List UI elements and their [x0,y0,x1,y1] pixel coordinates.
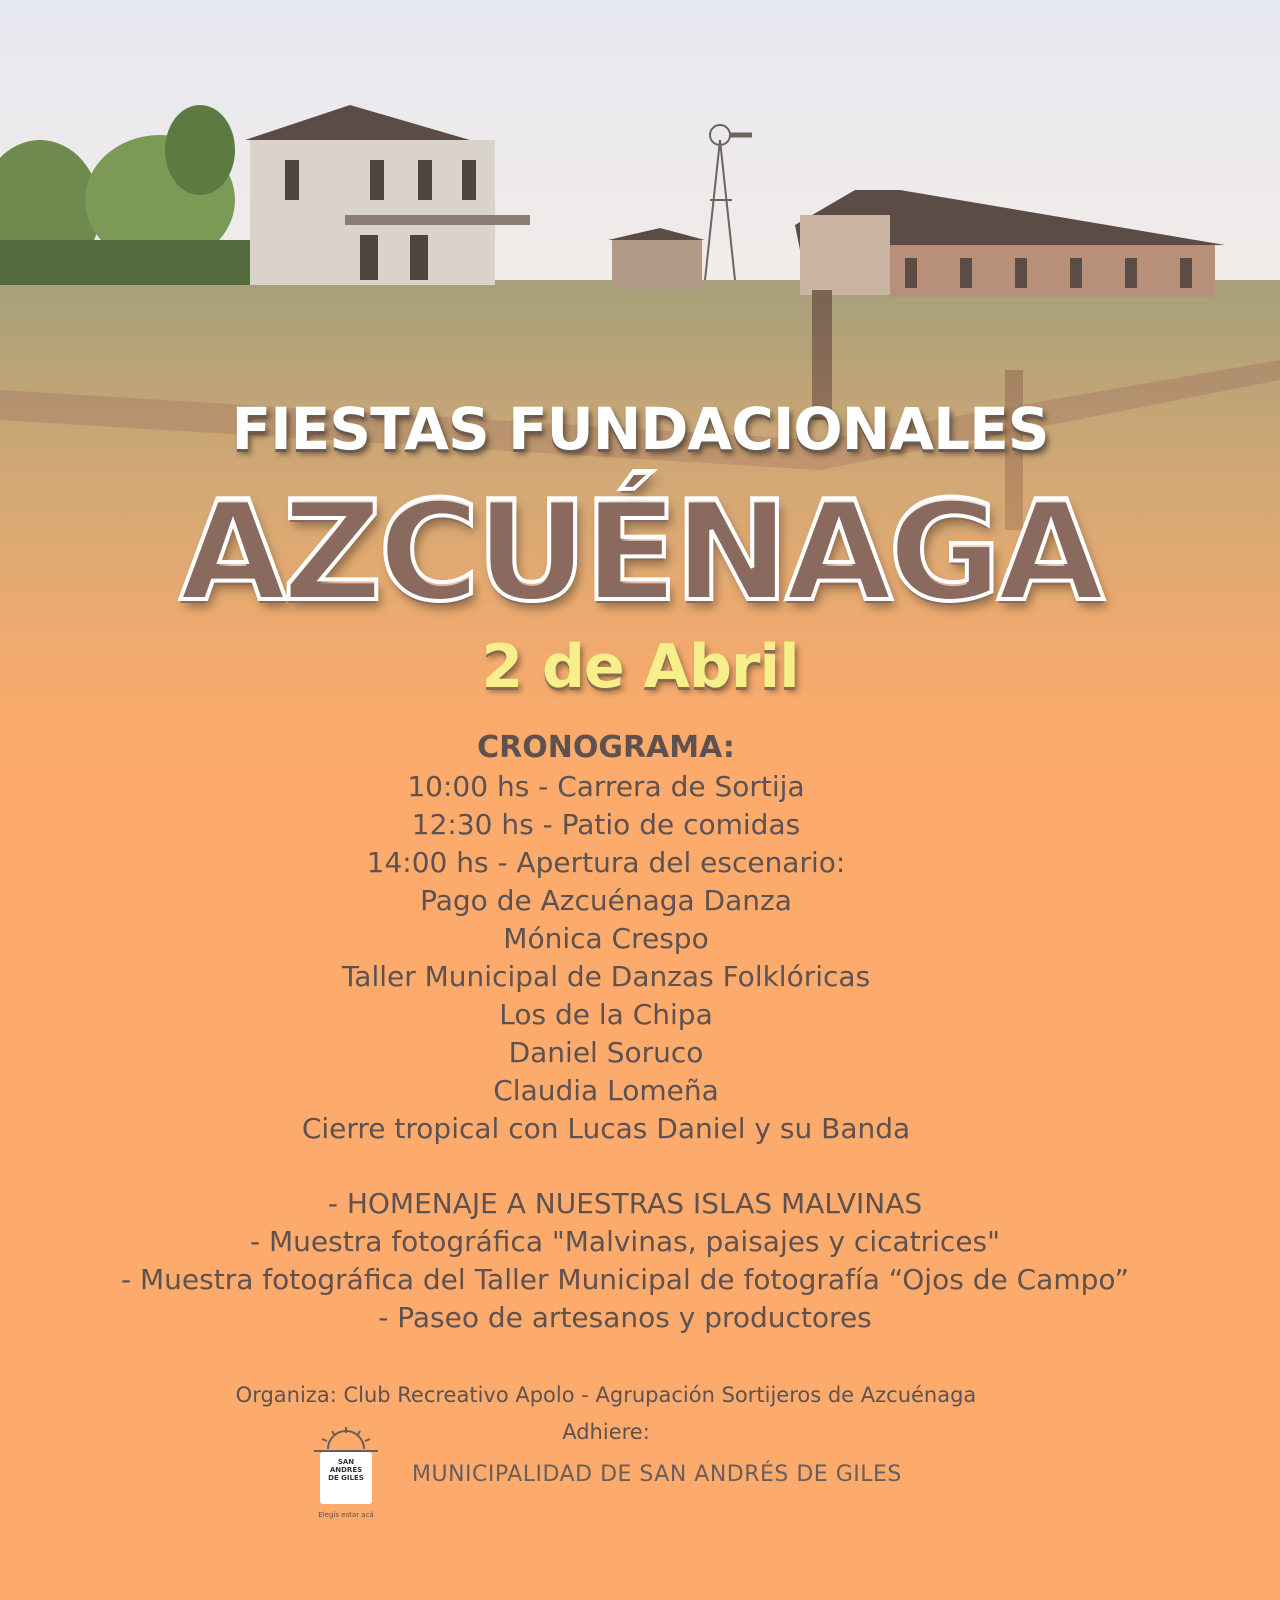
logo-line: ANDRÉS [329,1466,363,1474]
poster-title [0,472,1280,632]
poster-title-text: AZCUÉNAGA [179,471,1101,632]
logo-tagline: Elegís estar acá [318,1511,374,1519]
schedule-heading: CRONOGRAMA: [477,730,735,765]
sunrise-icon [306,1425,386,1453]
schedule-item: Mónica Crespo [503,922,709,955]
schedule-item: Claudia Lomeña [493,1074,719,1107]
schedule-item: Taller Municipal de Danzas Folklóricas [341,960,871,993]
extra-item: - Muestra fotográfica del Taller Municipal de fotografía “Ojos de Campo” [121,1263,1129,1296]
logo-line: SAN [337,1458,355,1466]
extra-item: - Paseo de artesanos y productores [378,1301,872,1334]
schedule-item: 14:00 hs - Apertura del escenario: [366,846,846,879]
schedule-item: Los de la Chipa [499,998,713,1031]
municipality-logo [306,1425,386,1525]
extra-item: - Muestra fotográfica "Malvinas, paisajes y cicatrices" [249,1225,1001,1258]
extras-list [0,1185,1250,1337]
extra-item: - HOMENAJE A NUESTRAS ISLAS MALVINAS [327,1187,923,1220]
schedule-item: 10:00 hs - Carrera de Sortija [407,770,805,803]
organizers-line: Organiza: Club Recreativo Apolo - Agrupación Sortijeros de Azcuénaga [235,1383,977,1407]
logo-line: DE GILES [328,1474,364,1482]
schedule-item: 12:30 hs - Patio de comidas [411,808,801,841]
schedule-list [0,768,1212,1148]
schedule-item: Pago de Azcuénaga Danza [420,884,792,917]
poster-kicker: FIESTAS FUNDACIONALES [231,395,1049,463]
schedule-item: Cierre tropical con Lucas Daniel y su Banda [301,1112,911,1145]
municipality-name: MUNICIPALIDAD DE SAN ANDRÉS DE GILES [412,1462,902,1487]
schedule-item: Daniel Soruco [508,1036,704,1069]
adhiere-label: Adhiere: [562,1420,650,1444]
event-date: 2 de Abril [481,632,799,702]
logo-card [320,1452,372,1504]
